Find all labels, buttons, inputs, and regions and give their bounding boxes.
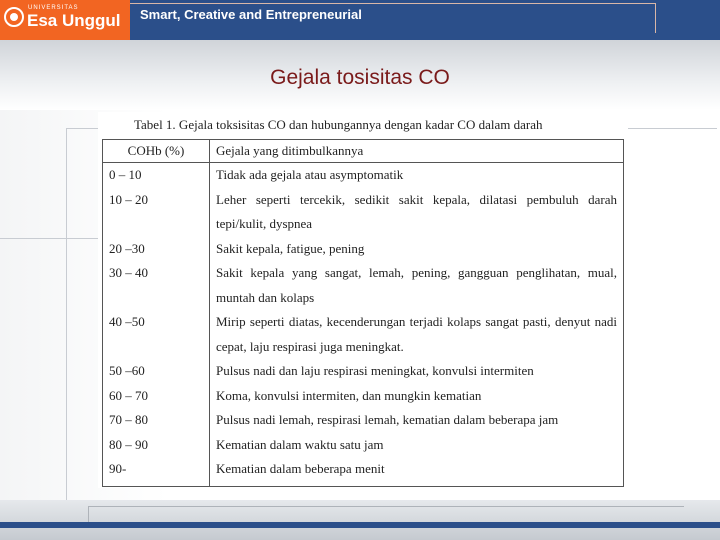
- cohb-symptom-table: [102, 139, 624, 487]
- logo-name: Esa Unggul: [27, 11, 121, 30]
- table-row: [103, 433, 624, 458]
- symptom-cell: Sakit kepala yang sangat, lemah, pening, gangguan penglihatan, mual, muntah dan kolaps: [210, 261, 624, 310]
- symptom-cell: Kematian dalam waktu satu jam: [210, 433, 624, 458]
- table-row: [103, 457, 624, 486]
- cohb-range-cell: 20 –30: [103, 237, 210, 262]
- cohb-range-cell: 0 – 10: [103, 163, 210, 188]
- symptom-cell: Leher seperti tercekik, sedikit sakit kepala, dilatasi pembuluh darah tepi/kulit, dyspnea: [210, 188, 624, 237]
- footer-accent-bar: [0, 522, 720, 528]
- cohb-range-cell: 30 – 40: [103, 261, 210, 310]
- symptom-cell: Kematian dalam beberapa menit: [210, 457, 624, 486]
- table-row: [103, 408, 624, 433]
- column-header-cohb: COHb (%): [103, 140, 210, 163]
- tagline: Smart, Creative and Entrepreneurial: [140, 7, 362, 22]
- table-row: [103, 163, 624, 188]
- cohb-range-cell: 60 – 70: [103, 384, 210, 409]
- cohb-range-cell: 70 – 80: [103, 408, 210, 433]
- university-emblem-icon: [4, 7, 24, 27]
- table-row: [103, 359, 624, 384]
- table-row: [103, 310, 624, 359]
- cohb-range-cell: 80 – 90: [103, 433, 210, 458]
- table-row: [103, 384, 624, 409]
- table-row: [103, 237, 624, 262]
- logo: [0, 0, 130, 40]
- symptom-cell: Pulsus nadi dan laju respirasi meningkat, konvulsi intermiten: [210, 359, 624, 384]
- logo-subtext: UNIVERSITAS: [28, 5, 79, 11]
- symptom-cell: Tidak ada gejala atau asymptomatik: [210, 163, 624, 188]
- cohb-range-cell: 50 –60: [103, 359, 210, 384]
- table-row: [103, 261, 624, 310]
- symptom-cell: Pulsus nadi lemah, respirasi lemah, kematian dalam beberapa jam: [210, 408, 624, 433]
- cohb-range-cell: 40 –50: [103, 310, 210, 359]
- symptom-cell: Mirip seperti diatas, kecenderungan terjadi kolaps sangat pasti, denyut nadi cepat, laju respirasi juga meningkat.: [210, 310, 624, 359]
- table-caption: Tabel 1. Gejala toksisitas CO dan hubungannya dengan kadar CO dalam darah: [134, 117, 543, 132]
- column-header-symptoms: Gejala yang ditimbulkannya: [210, 140, 624, 163]
- header-bar: [0, 0, 720, 40]
- cohb-range-cell: 90-: [103, 457, 210, 486]
- table-header-row: [103, 140, 624, 163]
- table-row: [103, 188, 624, 237]
- slide-title: Gejala tosisitas CO: [270, 66, 450, 89]
- cohb-range-cell: 10 – 20: [103, 188, 210, 237]
- symptom-cell: Sakit kepala, fatigue, pening: [210, 237, 624, 262]
- table-figure: [98, 112, 628, 488]
- symptom-cell: Koma, konvulsi intermiten, dan mungkin kematian: [210, 384, 624, 409]
